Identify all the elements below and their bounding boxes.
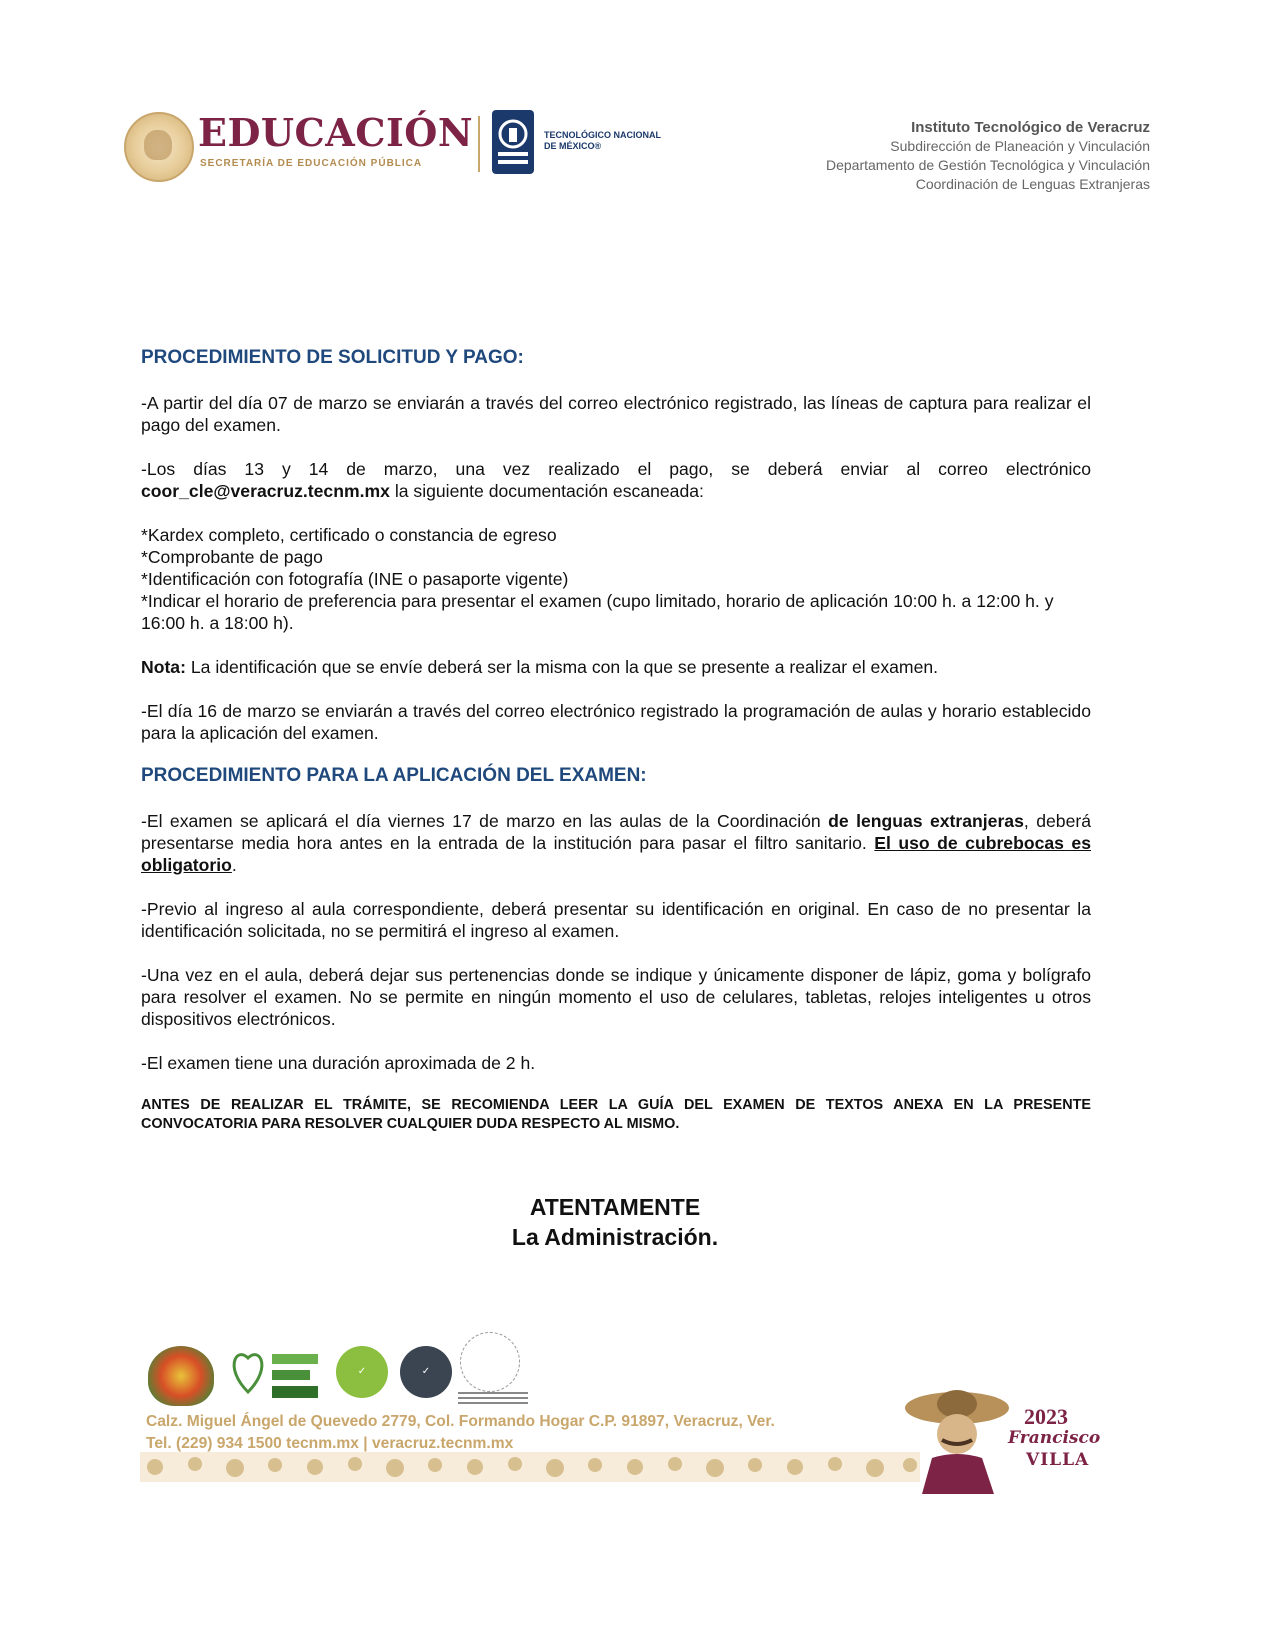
document-body [141, 346, 1091, 1134]
paragraph-documentacion [141, 458, 1091, 502]
text-span: , deberá presentarse media hora antes en la entrada de la institución para pasar el filtro sanitario. [141, 811, 1091, 853]
paragraph-captura: -A partir del día 07 de marzo se enviarán a través del correo electrónico registrado, las líneas de captura para realizar el pago del examen. [141, 393, 1091, 435]
text-span: . [231, 855, 237, 875]
paragraph-fecha-examen [141, 810, 1091, 876]
equality-seal-icon [460, 1332, 520, 1392]
itv-shield-icon [148, 1346, 214, 1406]
villa-name: Francisco [1008, 1428, 1101, 1448]
iso-14001-icon: ✓ [336, 1346, 388, 1398]
villa-year: 2023 [1024, 1404, 1068, 1429]
note-paragraph [141, 656, 1091, 678]
text-span: -Los días 13 y 14 de marzo, una vez realizado el pago, se deberá enviar al correo electrónico [141, 459, 1091, 479]
certification-fineprint [458, 1392, 528, 1407]
closing-recommendation: ANTES DE REALIZAR EL TRÁMITE, SE RECOMIENDA LEER LA GUÍA DEL EXAMEN DE TEXTOS ANEXA EN LA PRESENTE CONVOCATORIA PARA RESOLVER CUALQUIER DUDA RESPECTO AL MISMO. [141, 1097, 1091, 1132]
section-title-aplicacion: PROCEDIMIENTO PARA LA APLICACIÓN DEL EXAMEN: [141, 765, 647, 786]
text-span: la siguiente documentación escaneada: [389, 481, 704, 501]
mexico-seal-icon [124, 112, 194, 182]
plastic-free-logo-icon [228, 1346, 322, 1406]
tecnm-logo-icon [490, 108, 536, 176]
iso-9001-icon: ✓ [400, 1346, 452, 1398]
list-item: *Comprobante de pago [141, 547, 323, 567]
institution-name: Instituto Tecnológico de Veracruz [911, 119, 1150, 136]
signature-block [0, 1192, 1230, 1252]
underlined-warning: El uso de cubrebocas es obligatorio [141, 833, 1091, 875]
department-name: Departamento de Gestión Tecnológica y Vinculación [825, 157, 1150, 173]
villa-portrait-icon [902, 1382, 1012, 1494]
certification-logos [148, 1332, 528, 1412]
text-span: -El examen se aplicará el día viernes 17 de marzo en las aulas de la Coordinación [141, 811, 829, 831]
footer-contact: Tel. (229) 934 1500 tecnm.mx | veracruz.tecnm.mx [146, 1435, 514, 1452]
sep-logo-subtitle: SECRETARÍA DE EDUCACIÓN PÚBLICA [200, 158, 423, 169]
paragraph-programacion: -El día 16 de marzo se enviarán a través del correo electrónico registrado la programación de aulas y horario establecido para la aplicación del examen. [141, 701, 1091, 743]
villa-surname: VILLA [1026, 1450, 1090, 1470]
text-span: La identificación que se envíe deberá ser la misma con la que se presente a realizar el examen. [185, 657, 939, 677]
subdirection-name: Subdirección de Planeación y Vinculación [890, 138, 1150, 154]
note-label: Nota: [141, 657, 186, 677]
paragraph-identificacion: -Previo al ingreso al aula correspondiente, deberá presentar su identificación en original. En caso de no presentar la identificación solicitada, no se permitirá el ingreso al examen. [141, 899, 1091, 941]
bold-text: de lenguas extranjeras [828, 811, 1024, 831]
francisco-villa-year-logo [902, 1382, 1102, 1494]
paragraph-pertenencias: -Una vez en el aula, deberá dejar sus pertenencias donde se indique y únicamente disponer de lápiz, goma y bolígrafo para resolver el examen. No se permite en ningún momento el uso de celulares, tabletas, relojes inteligentes u otros dispositivos electrónicos. [141, 965, 1091, 1029]
footer-address: Calz. Miguel Ángel de Quevedo 2779, Col. Formando Hogar C.P. 91897, Veracruz, Ver. [146, 1413, 775, 1430]
signature-name: La Administración. [511, 1224, 719, 1250]
institution-block [630, 118, 1150, 194]
signature-greeting: ATENTAMENTE [529, 1194, 701, 1220]
decorative-band [140, 1452, 920, 1482]
list-item: *Indicar el horario de preferencia para presentar el examen (cupo limitado, horario de aplicación 10:00 h. a 12:00 h. y 16:00 h. a 18:00 h). [141, 591, 1054, 633]
list-item: *Identificación con fotografía (INE o pasaporte vigente) [141, 569, 569, 589]
header-divider [478, 116, 480, 172]
list-item: *Kardex completo, certificado o constancia de egreso [141, 525, 557, 545]
email-address: coor_cle@veracruz.tecnm.mx [141, 481, 390, 501]
section-title-solicitud: PROCEDIMIENTO DE SOLICITUD Y PAGO: [141, 347, 524, 368]
paragraph-duracion: -El examen tiene una duración aproximada de 2 h. [141, 1053, 536, 1073]
header-logos [118, 108, 678, 188]
coordination-name: Coordinación de Lenguas Extranjeras [915, 176, 1150, 192]
tecnm-logo-text: TECNOLÓGICO NACIONAL DE MÉXICO® [544, 130, 661, 151]
sep-logo-title: EDUCACIÓN [198, 110, 474, 155]
footer-address-block [146, 1411, 906, 1455]
